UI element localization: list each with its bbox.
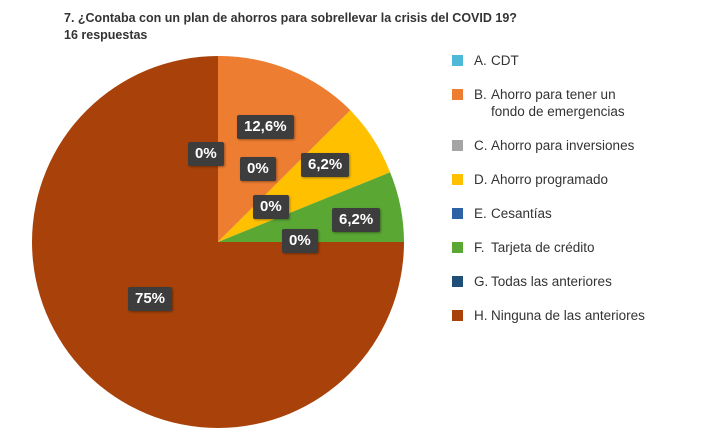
legend-item-a[interactable] xyxy=(452,52,702,69)
legend-key: B. xyxy=(474,87,487,102)
legend-text-line2: fondo de emergencias xyxy=(491,104,625,119)
legend-text: Tarjeta de crédito xyxy=(491,240,595,255)
legend-text: Cesantías xyxy=(491,206,552,221)
legend-label xyxy=(474,86,625,120)
legend-swatch-icon xyxy=(452,208,463,219)
legend-text: Ahorro programado xyxy=(491,172,609,187)
legend-label xyxy=(474,52,519,69)
pie-chart xyxy=(32,56,404,428)
legend-label xyxy=(474,307,645,324)
response-count: 16 respuestas xyxy=(64,28,148,42)
pie-chart-area xyxy=(18,52,418,430)
legend-key: A. xyxy=(474,53,487,68)
legend-swatch-icon xyxy=(452,310,463,321)
slice-label-h: 75% xyxy=(128,287,172,311)
legend-item-b[interactable] xyxy=(452,86,702,120)
legend-key: G. xyxy=(474,274,489,289)
slice-label-c: 0% xyxy=(240,157,276,181)
pie-svg xyxy=(32,56,404,428)
legend-item-h[interactable] xyxy=(452,307,702,324)
legend-swatch-icon xyxy=(452,174,463,185)
legend-key: C. xyxy=(474,138,488,153)
slice-label-e: 0% xyxy=(253,195,289,219)
legend-text: Ninguna de las anteriores xyxy=(491,308,645,323)
page-title: 7. ¿Contaba con un plan de ahorros para sobrellevar la crisis del COVID 19? xyxy=(64,11,517,25)
legend-item-c[interactable] xyxy=(452,137,702,154)
legend-key: H. xyxy=(474,308,488,323)
chart-title-block xyxy=(64,10,624,44)
legend-label xyxy=(474,273,612,290)
legend-item-e[interactable] xyxy=(452,205,702,222)
legend-swatch-icon xyxy=(452,140,463,151)
legend-key: D. xyxy=(474,172,488,187)
slice-label-b: 12,6% xyxy=(237,115,294,139)
legend-label xyxy=(474,205,552,222)
legend-label xyxy=(474,239,595,256)
legend-swatch-icon xyxy=(452,276,463,287)
legend-item-g[interactable] xyxy=(452,273,702,290)
legend-swatch-icon xyxy=(452,55,463,66)
legend-swatch-icon xyxy=(452,242,463,253)
slice-label-d: 6,2% xyxy=(301,153,349,177)
legend-label xyxy=(474,171,608,188)
legend-text: Ahorro para inversiones xyxy=(491,138,635,153)
legend-swatch-icon xyxy=(452,89,463,100)
legend xyxy=(452,52,702,341)
slice-label-f: 6,2% xyxy=(332,208,380,232)
legend-key: E. xyxy=(474,206,487,221)
legend-key: F. xyxy=(474,240,485,255)
legend-text: Todas las anteriores xyxy=(491,274,612,289)
slice-label-a: 0% xyxy=(188,142,224,166)
legend-item-f[interactable] xyxy=(452,239,702,256)
slice-label-g: 0% xyxy=(282,229,318,253)
legend-text: Ahorro para tener un xyxy=(491,87,616,102)
legend-text: CDT xyxy=(491,53,519,68)
legend-label xyxy=(474,137,634,154)
legend-item-d[interactable] xyxy=(452,171,702,188)
